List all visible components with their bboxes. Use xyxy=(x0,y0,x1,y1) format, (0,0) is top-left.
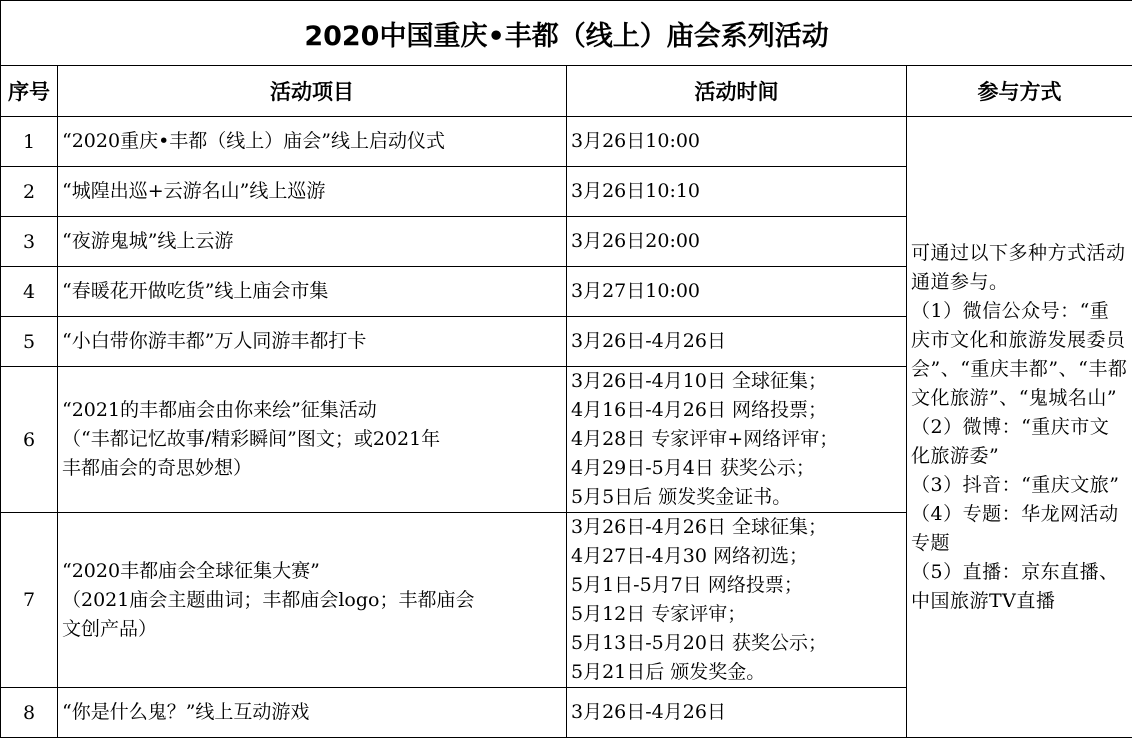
row-time xyxy=(567,267,907,317)
time-line: 5月13日-5月20日 获奖公示； xyxy=(571,629,902,658)
item-line: “2020重庆•丰都（线上）庙会”线上启动仪式 xyxy=(62,127,562,156)
table-row xyxy=(1,117,1132,167)
time-line: 5月5日后 颁发奖金证书。 xyxy=(571,483,902,512)
item-line: “春暖花开做吃货”线上庙会市集 xyxy=(62,277,562,306)
time-line: 4月28日 专家评审+网络评审； xyxy=(571,425,902,454)
row-seq: 1 xyxy=(1,117,58,167)
time-line: 3月27日10:00 xyxy=(571,277,902,306)
row-time xyxy=(567,367,907,513)
participation-livestream: （5）直播：京东直播、中国旅游TV直播 xyxy=(911,558,1128,616)
row-time xyxy=(567,513,907,688)
row-time xyxy=(567,688,907,738)
row-item xyxy=(58,117,567,167)
time-line: 3月26日-4月26日 全球征集； xyxy=(571,513,902,542)
row-time xyxy=(567,167,907,217)
header-method: 参与方式 xyxy=(907,66,1132,117)
item-line: “小白带你游丰都”万人同游丰都打卡 xyxy=(62,327,562,356)
item-line: 文创产品） xyxy=(62,615,562,644)
row-seq: 5 xyxy=(1,317,58,367)
row-seq: 8 xyxy=(1,688,58,738)
participation-intro: 可通过以下多种方式活动通道参与。 xyxy=(911,239,1128,297)
table-title: 2020中国重庆•丰都（线上）庙会系列活动 xyxy=(1,1,1132,66)
row-seq: 3 xyxy=(1,217,58,267)
header-seq: 序号 xyxy=(1,66,58,117)
time-line: 3月26日20:00 xyxy=(571,227,902,256)
row-time xyxy=(567,217,907,267)
item-line: （2021庙会主题曲词；丰都庙会logo；丰都庙会 xyxy=(62,586,562,615)
item-line: “2021的丰都庙会由你来绘”征集活动 xyxy=(62,396,562,425)
header-item: 活动项目 xyxy=(58,66,567,117)
row-seq: 7 xyxy=(1,513,58,688)
time-line: 3月26日10:10 xyxy=(571,177,902,206)
row-item xyxy=(58,267,567,317)
participation-douyin: （3）抖音：“重庆文旅” xyxy=(911,471,1128,500)
header-time: 活动时间 xyxy=(567,66,907,117)
row-item xyxy=(58,167,567,217)
item-line: “2020丰都庙会全球征集大赛” xyxy=(62,557,562,586)
time-line: 3月26日10:00 xyxy=(571,127,902,156)
time-line: 3月26日-4月26日 xyxy=(571,327,902,356)
participation-topic: （4）专题：华龙网活动专题 xyxy=(911,500,1128,558)
time-line: 4月27日-4月30 网络初选； xyxy=(571,542,902,571)
participation-weibo: （2）微博：“重庆市文化旅游委” xyxy=(911,413,1128,471)
row-time xyxy=(567,117,907,167)
row-seq: 6 xyxy=(1,367,58,513)
row-seq: 4 xyxy=(1,267,58,317)
time-line: 3月26日-4月10日 全球征集； xyxy=(571,367,902,396)
row-item xyxy=(58,317,567,367)
item-line: “你是什么鬼？”线上互动游戏 xyxy=(62,698,562,727)
row-item xyxy=(58,513,567,688)
time-line: 4月29日-5月4日 获奖公示； xyxy=(571,454,902,483)
time-line: 5月12日 专家评审； xyxy=(571,600,902,629)
row-time xyxy=(567,317,907,367)
row-item xyxy=(58,367,567,513)
item-line: （“丰都记忆故事/精彩瞬间”图文；或2021年 xyxy=(62,425,562,454)
row-item xyxy=(58,217,567,267)
time-line: 3月26日-4月26日 xyxy=(571,698,902,727)
participation-wechat: （1）微信公众号：“重庆市文化和旅游发展委员会”、“重庆丰都”、“丰都文化旅游”、“鬼城名山” xyxy=(911,297,1128,413)
participation-cell xyxy=(907,117,1132,738)
item-line: “城隍出巡+云游名山”线上巡游 xyxy=(62,177,562,206)
item-line: 丰都庙会的奇思妙想） xyxy=(62,454,562,483)
time-line: 4月16日-4月26日 网络投票； xyxy=(571,396,902,425)
time-line: 5月21日后 颁发奖金。 xyxy=(571,658,902,687)
row-seq: 2 xyxy=(1,167,58,217)
time-line: 5月1日-5月7日 网络投票； xyxy=(571,571,902,600)
item-line: “夜游鬼城”线上云游 xyxy=(62,227,562,256)
row-item xyxy=(58,688,567,738)
